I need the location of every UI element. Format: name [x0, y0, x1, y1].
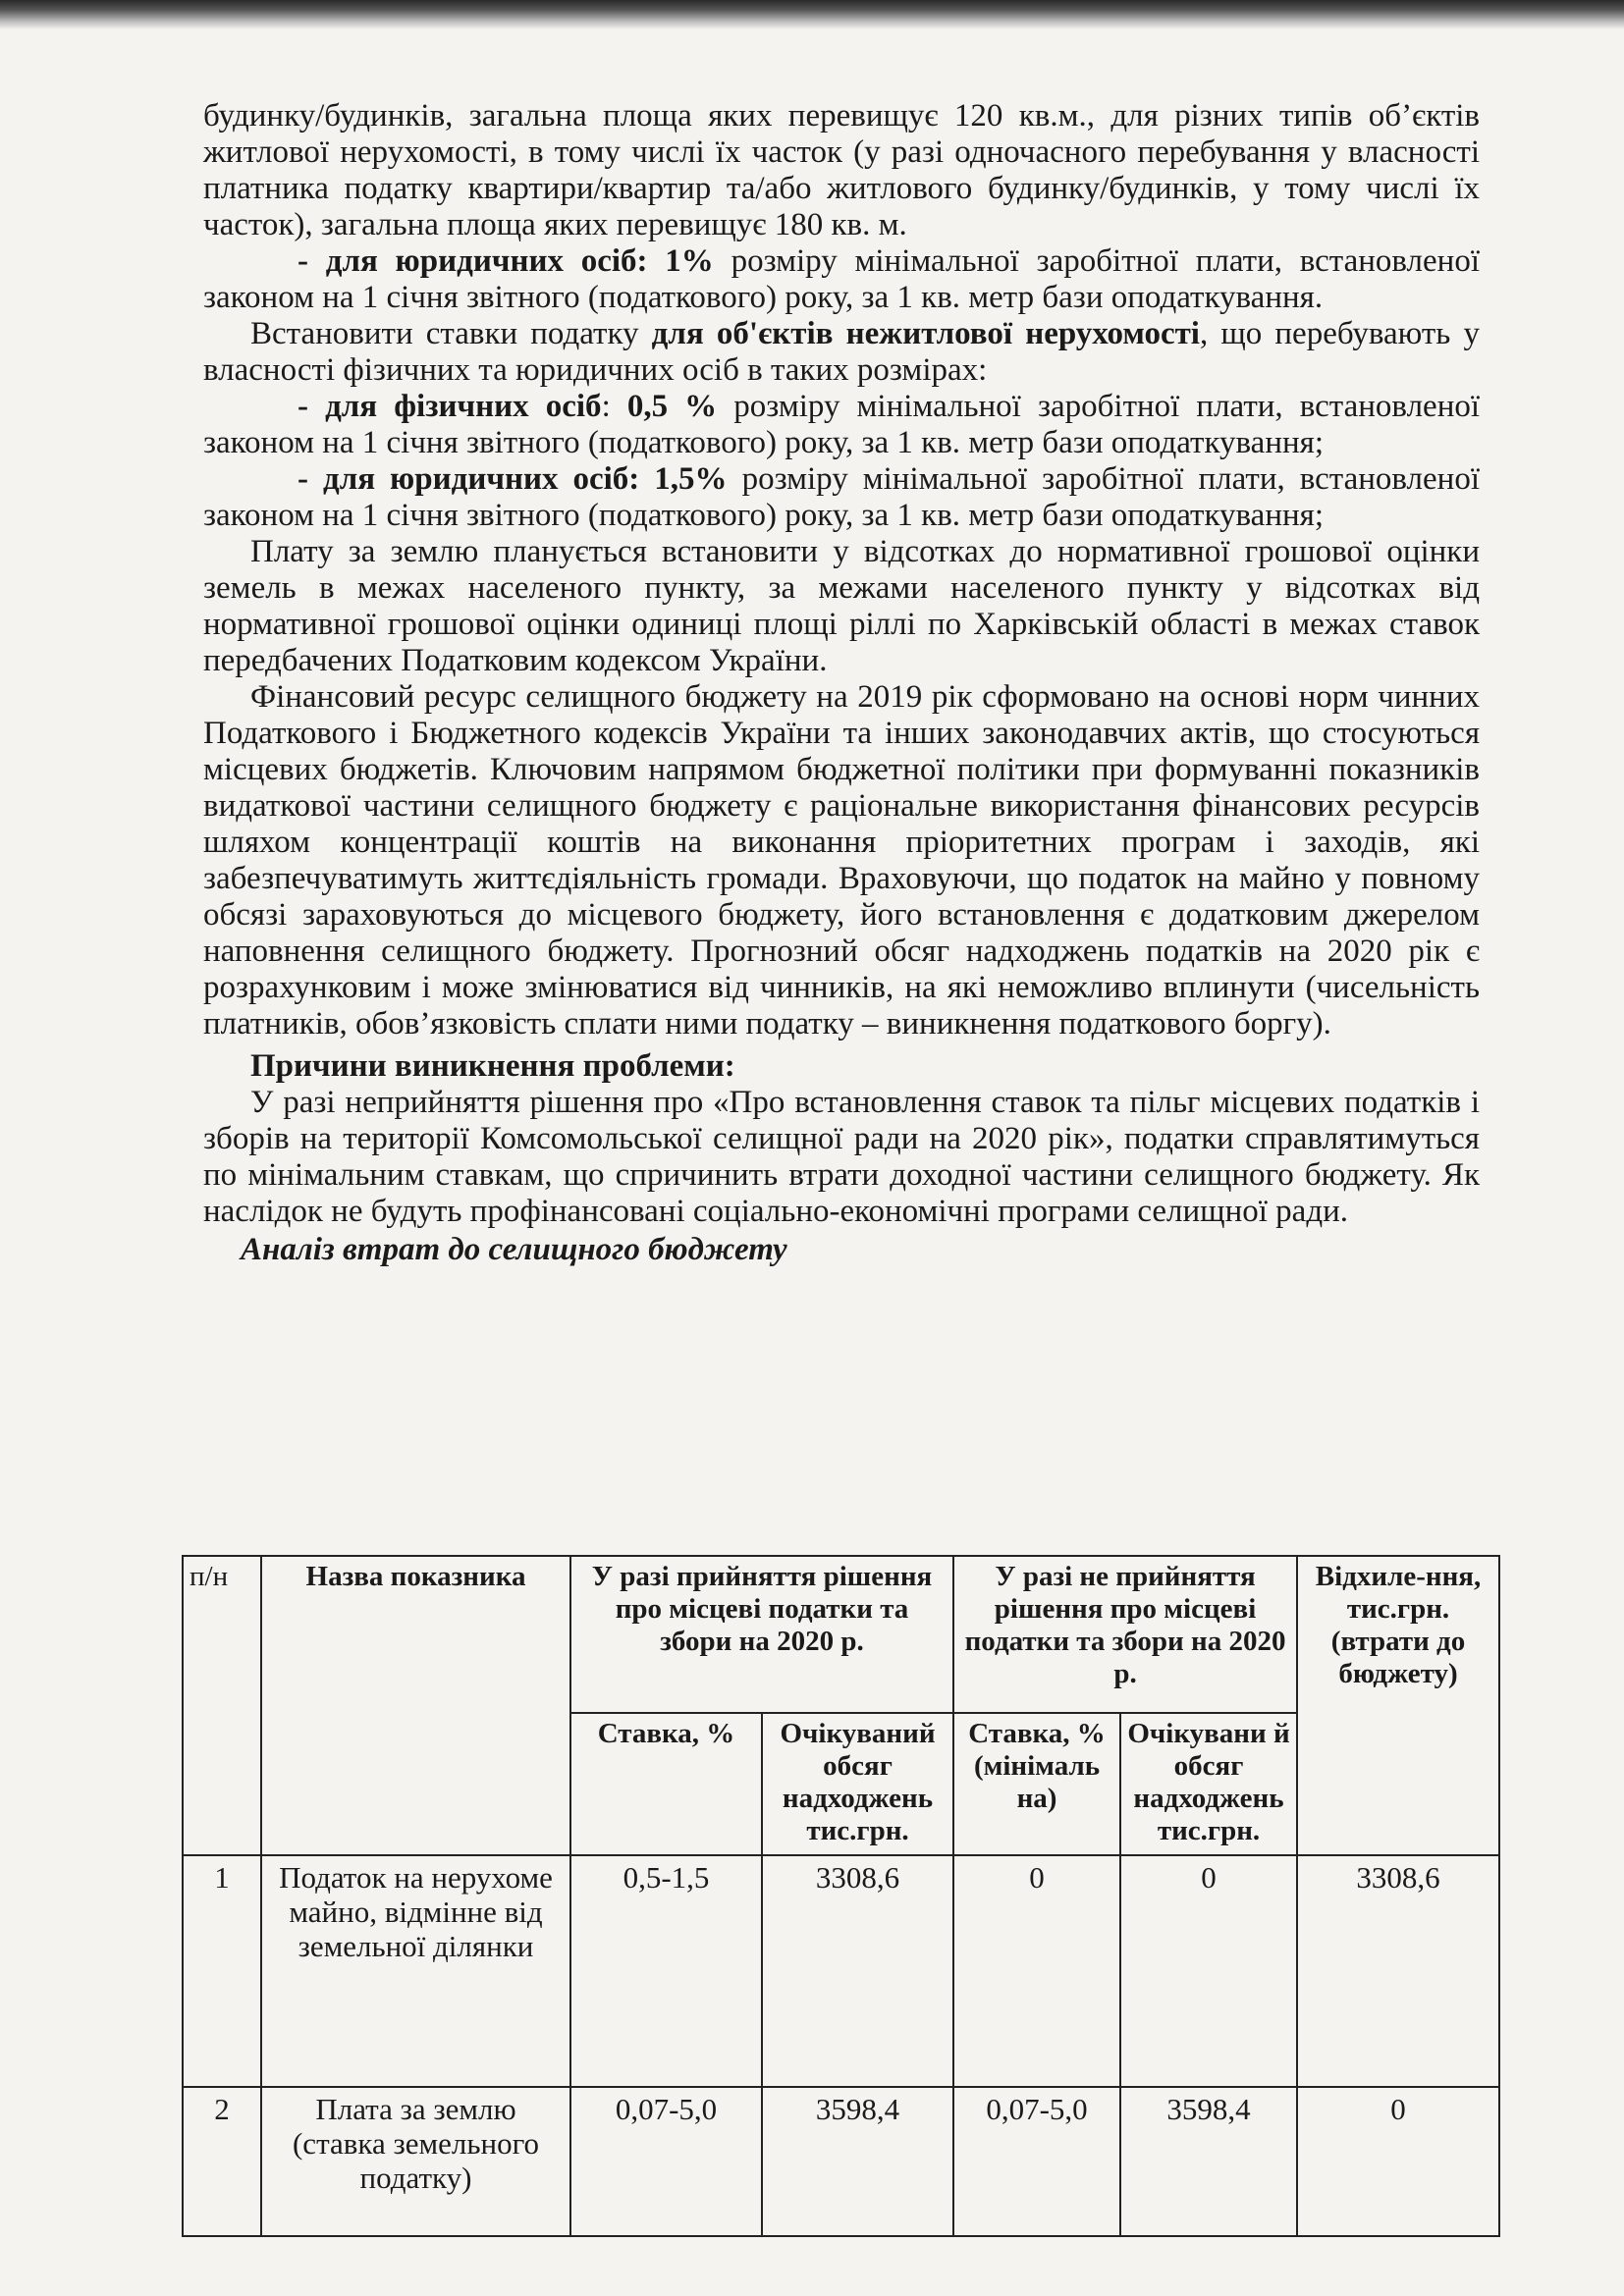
cell-num: 2: [183, 2087, 261, 2236]
table-caption: Аналіз втрат до селищного бюджету: [241, 1232, 787, 1267]
header-name: Назва показника: [261, 1556, 570, 1855]
header-rate: Ставка, %: [570, 1713, 762, 1855]
scan-top-edge: [0, 0, 1624, 29]
cell-rate-min: 0: [953, 1855, 1120, 2087]
cell-expected: 3308,6: [762, 1855, 953, 2087]
cell-deviation: 0: [1297, 2087, 1499, 2236]
table-row: [183, 1855, 1499, 2087]
section-heading-problem-causes: [203, 1048, 1480, 1085]
cell-expected: 3598,4: [762, 2087, 953, 2236]
document-body: [203, 98, 1480, 1268]
paragraph-legal-entities-rate: [203, 243, 1480, 316]
header-num: п/н: [183, 1556, 261, 1855]
individuals-text: розміру мінімальної заробітної плати, встановленої законом на 1 січня звітного (податкового) року, за 1 кв. метр бази оподаткування;: [203, 389, 1481, 460]
cell-num: 1: [183, 1855, 261, 2087]
nonresidential-text-a: Встановити ставки податку: [250, 316, 652, 351]
cell-name: Податок на нерухоме майно, відмінне від земельної ділянки: [261, 1855, 570, 2087]
cell-rate: 0,07-5,0: [570, 2087, 762, 2236]
legal-entities-label: - для юридичних осіб: 1%: [298, 243, 714, 279]
paragraph-legal-entities-nonresidential: [203, 461, 1480, 534]
cell-expected-2: 0: [1120, 1855, 1297, 2087]
table-row: [183, 2087, 1499, 2236]
cell-rate: 0,5-1,5: [570, 1855, 762, 2087]
table-header-row: [183, 1556, 1499, 1713]
header-deviation: Відхиле-ння, тис.грн. (втрати до бюджету): [1297, 1556, 1499, 1855]
header-expected-2: Очікувани й обсяг надходжень тис.грн.: [1120, 1713, 1297, 1855]
paragraph-nonresidential-rates: [203, 316, 1480, 389]
header-rate-min: Ставка, % (мінімаль на): [953, 1713, 1120, 1855]
legal-entities-nonres-text: розміру мінімальної заробітної плати, встановленої законом на 1 січня звітного (податкового) року, за 1 кв. метр бази оподаткування;: [203, 461, 1480, 533]
legal-entities-nonres-label: - для юридичних осіб: 1,5%: [298, 461, 728, 497]
legal-entities-text: розміру мінімальної заробітної плати, встановленої законом на 1 січня звітного (податкового) року, за 1 кв. метр бази оподаткування.: [203, 243, 1480, 315]
individuals-label: - для фізичних осіб: [298, 389, 602, 424]
header-not-adopted: У разі не прийняття рішення про місцеві податки та збори на 2020 р.: [953, 1556, 1297, 1713]
paragraph-residential-area: будинку/будинків, загальна площа яких перевищує 120 кв.м., для різних типів об’єктів житлової нерухомості, в тому числі їх часток (у разі одночасного перебування у власності платника податку квартири/квартир та/або житлового будинку/будинків, у тому числі їх часток), загальна площа яких перевищує 180 кв. м.: [203, 98, 1480, 242]
nonresidential-text-b: , що перебувають у власності фізичних та юридичних осіб в таких розмірах:: [203, 316, 1480, 388]
paragraph-financial-resource: Фінансовий ресурс селищного бюджету на 2019 рік сформовано на основі норм чинних Податкового і Бюджетного кодексів України та інших законодавчих актів, що стосуються місцевих бюджетів. Ключовим напрямом бюджетної політики при формуванні показників видаткової частини селищного бюджету є раціональне використання фінансових ресурсів шляхом концентрації коштів на виконання пріоритетних програм і заходів, які забезпечуватимуть життєдіяльність громади. Враховуючи, що податок на майно у повному обсязі зараховуються до місцевого бюджету, його встановлення є додатковим джерелом наповнення селищного бюджету. Прогнозний обсяг надходжень податків на 2020 рік є розрахунковим і може змінюватися від чинників, на які неможливо вплинути (чисельність платників, обов’язковість сплати ними податку – виникнення податкового боргу).: [203, 679, 1480, 1041]
individuals-rate: 0,5 %: [626, 389, 718, 424]
cell-rate-min: 0,07-5,0: [953, 2087, 1120, 2236]
header-expected: Очікуваний обсяг надходжень тис.грн.: [762, 1713, 953, 1855]
budget-loss-table: [182, 1555, 1500, 2237]
header-adopted: У разі прийняття рішення про місцеві податки та збори на 2020 р.: [570, 1556, 953, 1713]
cell-deviation: 3308,6: [1297, 1855, 1499, 2087]
nonresidential-label: для об'єктів нежитлової нерухомості: [651, 316, 1200, 351]
individuals-colon: :: [601, 389, 627, 424]
heading-text: Причини виникнення проблеми:: [250, 1048, 735, 1084]
cell-name: Плата за землю (ставка земельного податку): [261, 2087, 570, 2236]
cell-expected-2: 3598,4: [1120, 2087, 1297, 2236]
paragraph-land-fee: Плату за землю планується встановити у відсотках до нормативної грошової оцінки земель в межах населеного пункту, за межами населеного пункту у відсотках від нормативної грошової оцінки одиниці площі ріллі по Харківській області в межах ставок передбачених Податковим кодексом України.: [203, 534, 1480, 678]
paragraph-individuals-rate: [203, 389, 1480, 461]
paragraph-non-adoption: У разі неприйняття рішення про «Про встановлення ставок та пільг місцевих податків і зборів на території Комсомольської селищної ради на 2020 рік», податки справлятимуться по мінімальним ставкам, що спричинить втрати доходної частини селищного бюджету. Як наслідок не будуть профінансовані соціально-економічні програми селищної ради.: [203, 1085, 1480, 1229]
